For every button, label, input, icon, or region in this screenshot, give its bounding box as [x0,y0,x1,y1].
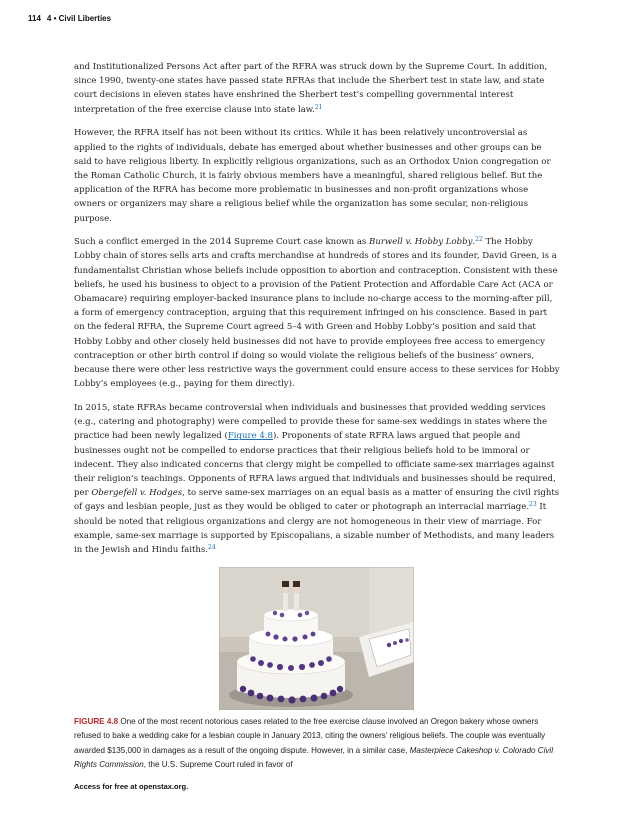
paragraph-1 [74,60,560,117]
paragraph-2: However, the RFRA itself has not been without its critics. While it has been relatively uncontroversial as applied to the rights of individuals, debate has emerged about whether businesses and other groups can be said to have religious liberty. In explicitly religious organizations, such as an Orthodox Union congregation or the Roman Catholic Church, it is fairly obvious members have a meaningful, shared religious belief. But the application of the RFRA has become more problematic in businesses and non-profit organizations whose owners or organizers may share a religious belief while the organization has some secular, non-religious purpose. [74,128,551,224]
paragraph-text: ). Proponents of state RFRA laws argued that people and businesses ought not be compelled to endorse practices that their religious beliefs hold to be immoral or indecent. They also indicated concerns that clergy might be compelled to officiate same-sex marriages against their religion’s teachings. Opponents of RFRA laws argued that individuals and businesses should be required, per [74,431,556,499]
paragraph-text: It should be noted that religious organizations and clergy are not homogeneous in their view of marriage. For example, same-sex marriage is supported by Episcopalians, a sizable number of Methodists, and many leaders in the Jewish and Hindu faiths. [74,502,555,555]
paragraph-text: Such a conflict emerged in the 2014 Supreme Court case known as [74,237,370,248]
figure-link[interactable]: Figure 4.8 [227,431,273,442]
chapter-title: 4 • Civil Liberties [46,14,112,23]
caption-text: One of the most recent notorious cases related to the free exercise clause involved an Oregon bakery whose owners refused to bake a wedding cake for a lesbian couple in January 2013, citing the owners’ religious beliefs. The couple was eventually awarded $135,000 in damages as a result of the ongoing dispute. However, in a similar case, [74,716,546,755]
footnote-ref-24[interactable]: 24 [208,544,216,551]
paragraph-text: and Institutionalized Persons Act after part of the RFRA was struck down by the Supreme Court. In addition, since 1990, twenty-one states have passed state RFRAs that include the Sherbert test in state law, and state court decisions in eleven states have enshrined the Sherbert test’s compelling governmental interest interpretation of the free exercise clause into state law. [74,62,548,115]
caption-case-name: Masterpiece Cakeshop v. Colorado Civil Rights Commission [74,745,554,770]
footnote-ref-21[interactable]: 21 [314,103,323,111]
figure-label: FIGURE 4.8 [74,716,119,726]
main-content [74,60,560,773]
footnote-ref-23[interactable]: 23 [529,501,537,509]
paragraph-text: , to serve same-sex marriages on an equal basis as a matter of ensuring the civil rights of gays and lesbian people, just as they would be obliged to cater or photograph an interracial marriage. [74,488,560,513]
case-name: Burwell v. Hobby Lobby [369,237,473,248]
footer-access-note: Access for free at openstax.org. [74,782,189,791]
figure-caption [74,715,560,773]
wedding-cake-illustration [219,567,414,710]
footnote-ref-22[interactable]: 22 [475,236,483,244]
running-header [28,14,111,23]
case-name: Obergefell v. Hodges [91,488,183,499]
paragraph-text: The Hobby Lobby chain of stores sells arts and crafts merchandise at hundreds of stores and its founder, David Green, is a fundamentalist Christian whose beliefs include opposition to abortion and contraception. Consistent with these beliefs, he used his business to object to a provision of the Patient Protection and Affordable Care Act (ACA or Obamacare) requiring employer-backed insurance plans to include no-charge access to the morning-after pill, a form of emergency contraception, arguing that this requirement infringed on his conscience. Based in part on the federal RFRA, the Supreme Court agreed 5–4 with Green and Hobby Lobby’s position and said that Hobby Lobby and other closely held businesses did not have to provide employees free access to emergency contraception or other birth control if doing so would violate the religious beliefs of the business’ owners, because there were other less restrictive ways the government could ensure access to these services for Hobby Lobby’s employees (e.g., paying for them directly). [74,237,560,390]
wedding-cake-photo [219,567,414,710]
paragraph-text: In 2015, state RFRAs became controversial when individuals and businesses that provided wedding services (e.g., catering and photography) were compelled to provide these for same-sex weddings in states where the practice had been newly legalized ( [74,402,548,442]
caption-text: , the U.S. Supreme Court ruled in favor of [143,760,293,770]
page-number: 114 [28,14,41,23]
paragraph-3 [74,235,560,391]
paragraph-text: . [472,237,476,248]
paragraph-4 [74,401,560,557]
